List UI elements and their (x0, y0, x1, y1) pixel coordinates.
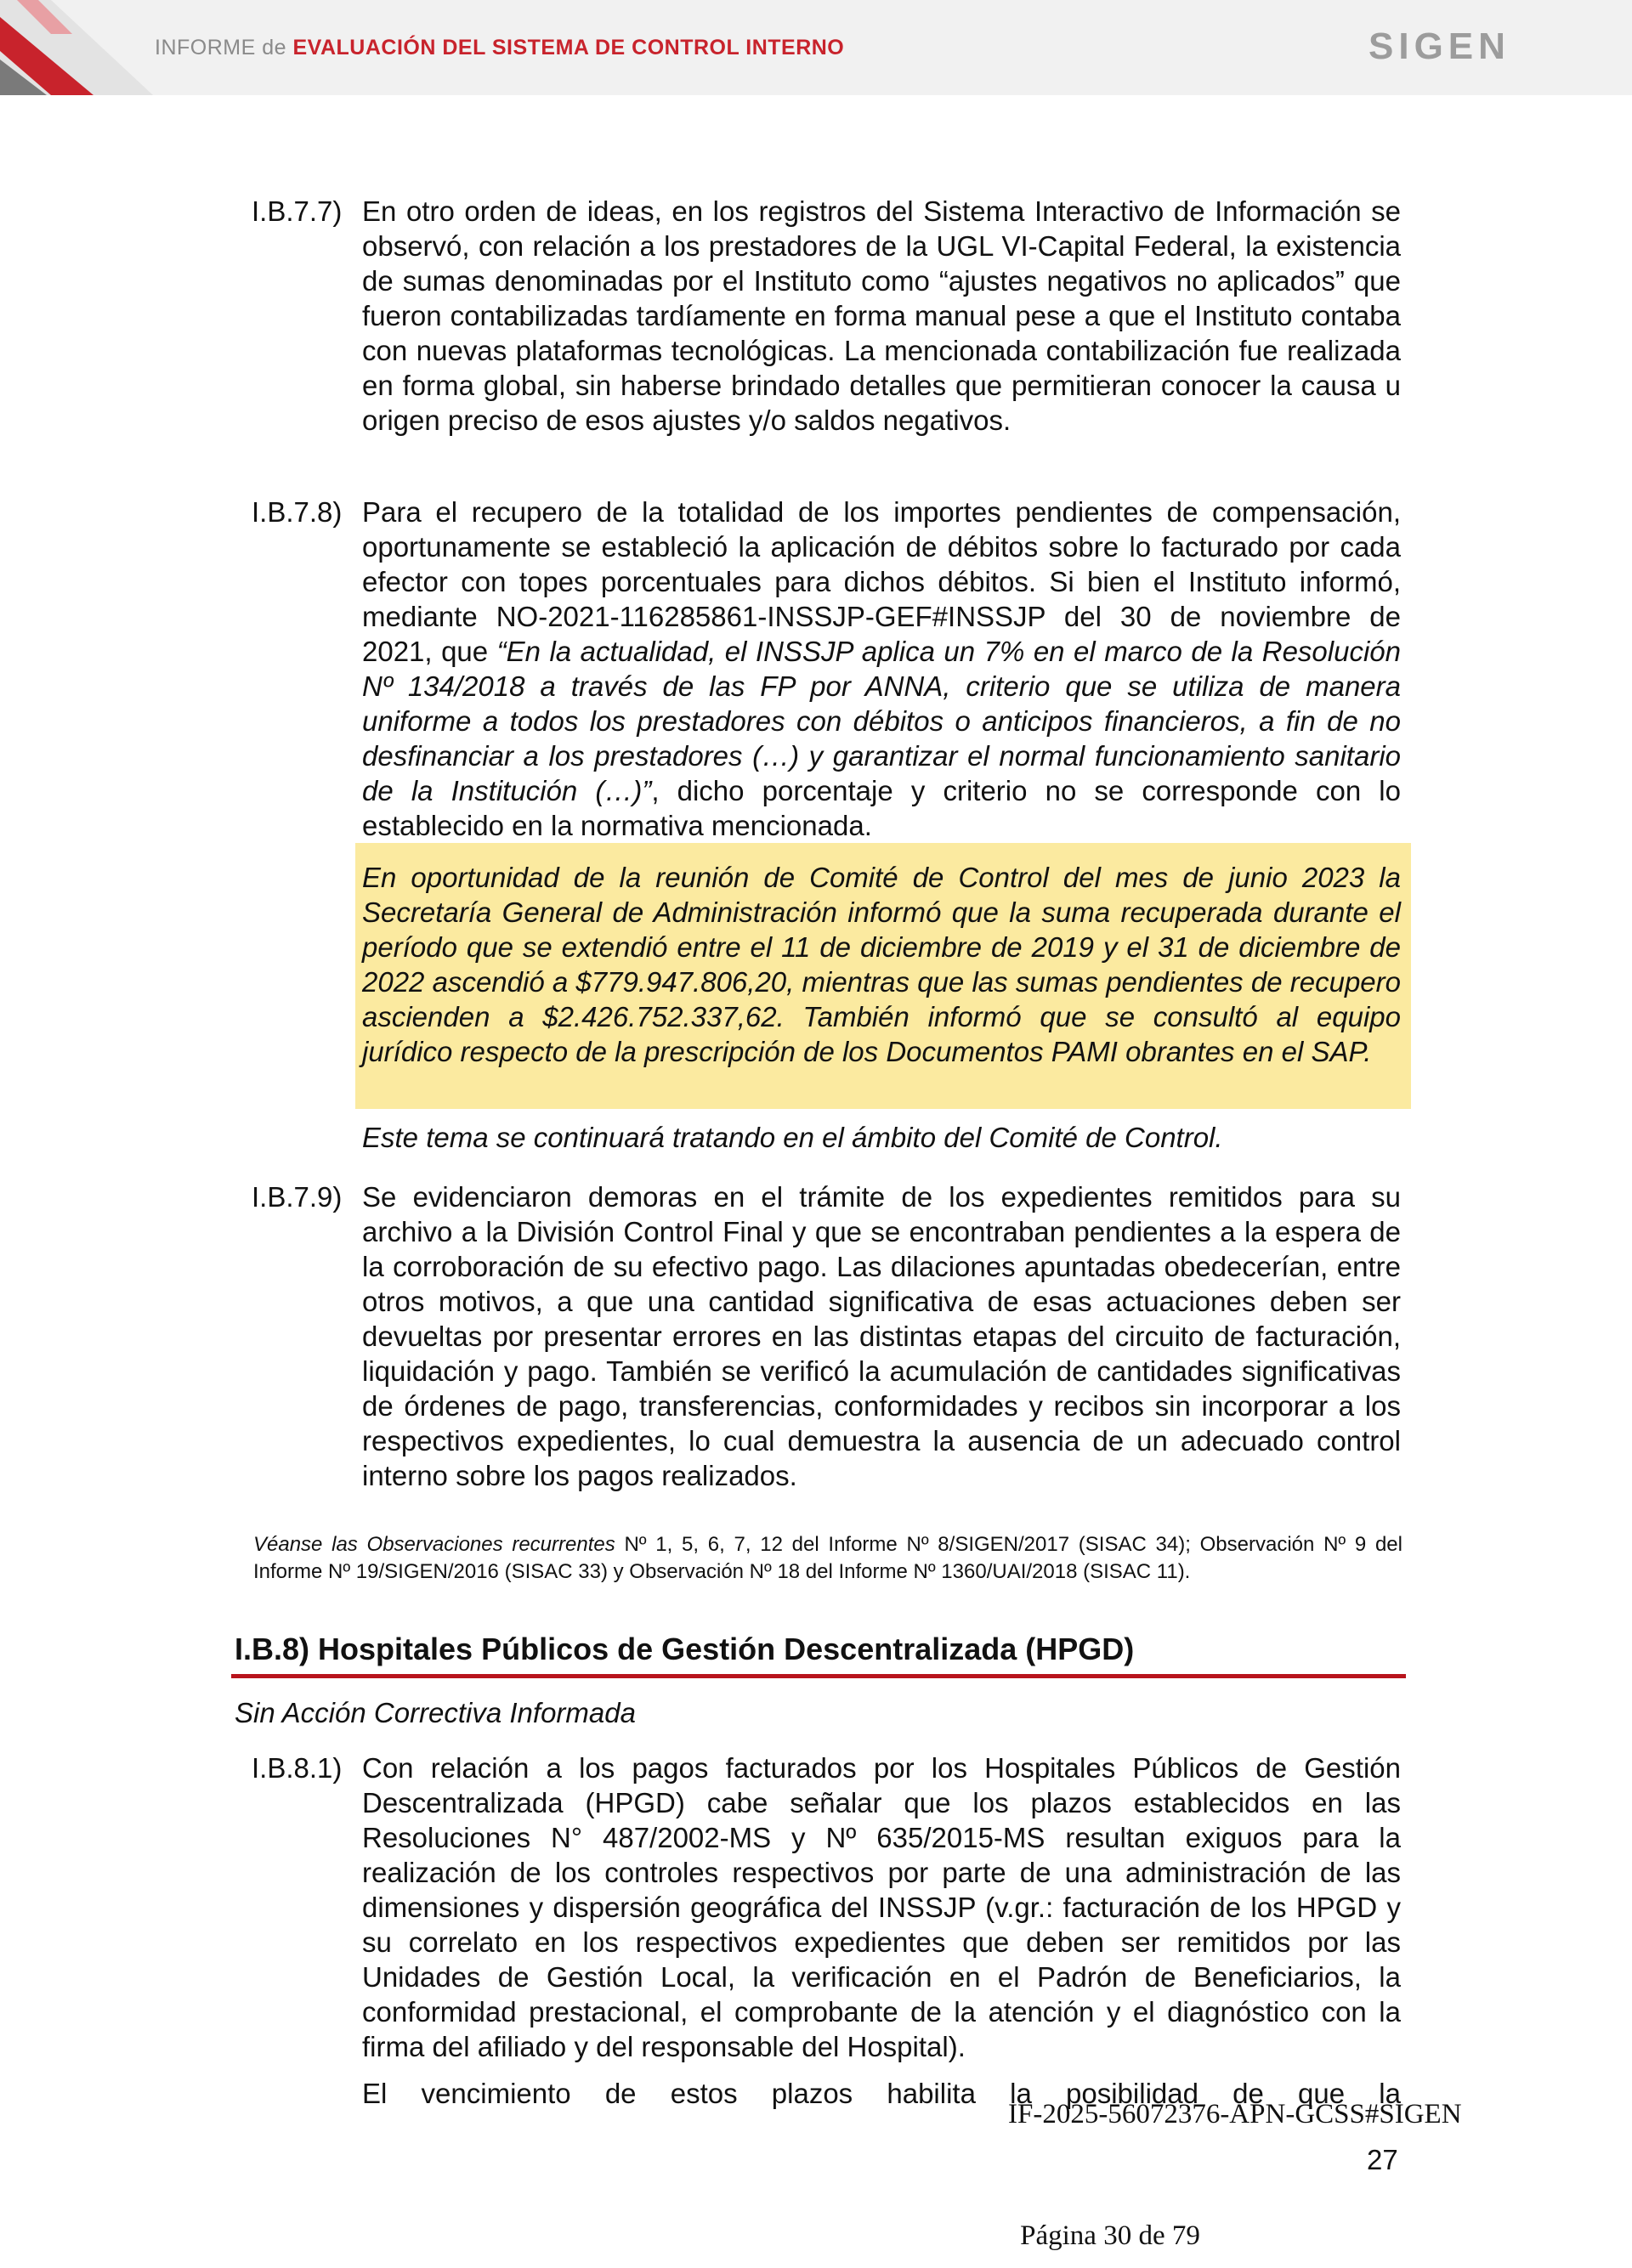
item-text: Con relación a los pagos facturados por los Hospitales Públicos de Gestión Descentralizada (HPGD) cabe señalar que los plazos establecidos en las Resoluciones N° 487/2002-MS y Nº 635/2015-MS resultan exiguos para la realización de los controles respectivos por parte de una administración de las dimensiones y dispersión geográfica del INSSJP (v.gr.: facturación de los HPGD y su correlato en los respectivos expedientes que deben ser remitidos por las Unidades de Gestión Local, la verificación en el Padrón de Beneficiarios, la conformidad prestacional, el comprobante de la atención y el diagnóstico con la firma del afiliado y del responsable del Hospital). (362, 1752, 1401, 2062)
item-text-after: , dicho porcentaje y criterio no se corresponde con lo establecido en la normativa mencionada. (362, 775, 1401, 841)
item-label: I.B.7.9) (252, 1181, 343, 1213)
item-text-before: Para el recupero de la totalidad de los importes pendientes de compensación, oportunamente se estableció la aplicación de débitos sobre lo facturado por cada efector con topes porcentuales para dichos débitos. Si bien el Instituto informó, mediante NO-2021-116285861-INSSJP-GEF#INSSJP del 30 de noviembre de 2021, que (362, 496, 1401, 667)
section-divider (231, 1674, 1406, 1678)
section-title: I.B.8) Hospitales Públicos de Gestión Descentralizada (HPGD) (235, 1632, 1135, 1666)
page-number: 27 (1367, 2144, 1398, 2175)
item-continuation: El vencimiento de estos plazos habilita la posibilidad de que la (362, 2078, 1401, 2109)
header-title-de: de (262, 36, 293, 59)
item-text: En otro orden de ideas, en los registros del Sistema Interactivo de Información se observó, con relación a los prestadores de la UGL VI-Capital Federal, la existencia de sumas denominadas por el Instituto como “ajustes negativos no aplicados” que fueron contabilizadas tardíamente en forma manual pese a que el Instituto contaba con nuevas plataformas tecnológicas. La mencionada contabilización fue realizada en forma global, sin haberse brindado detalles que permitieran conocer la causa u origen preciso de esos ajustes y/o saldos negativos. (362, 195, 1401, 436)
recurrent-observations-note (253, 1531, 1402, 1586)
page-header (0, 0, 1632, 95)
section-subtitle: Sin Acción Correctiva Informada (235, 1697, 636, 1728)
item-text (362, 495, 1401, 843)
header-corner-graphic (0, 0, 153, 95)
item-label: I.B.8.1) (252, 1752, 343, 1784)
followup-text: Este tema se continuará tratando en el ámbito del Comité de Control. (362, 1122, 1223, 1153)
item-text: Se evidenciaron demoras en el trámite de los expedientes remitidos para su archivo a la División Control Final y que se encontraban pendientes a la espera de la corroboración de su efectivo pago. Las dilaciones apuntadas obedecerían, entre otros motivos, a que una cantidad significativa de esas actuaciones deben ser devueltas por presentar errores en las distintas etapas del circuito de facturación, liquidación y pago. También se verificó la acumulación de cantidades significativas de órdenes de pago, transferencias, conformidades y recibos sin incorporar a los respectivos expedientes, lo cual demuestra la ausencia de un adecuado control interno sobre los pagos realizados. (362, 1181, 1401, 1491)
header-title (155, 36, 844, 60)
item-label: I.B.7.7) (252, 195, 343, 227)
header-title-prefix: INFORME (155, 36, 263, 59)
note-italic: Véanse las Observaciones recurrentes (253, 1533, 615, 1556)
sigen-logo: SIGEN (1368, 25, 1510, 67)
item-label: I.B.7.8) (252, 496, 343, 528)
note-text: Nº 1, 5, 6, 7, 12 del Informe Nº 8/SIGEN/2017 (SISAC 34); Observación Nº 9 del Informe Nº 19/SIGEN/2016 (SISAC 33) y Observación Nº 18 del Informe Nº 1360/UAI/2018 (SISAC 11). (253, 1533, 1402, 1583)
document-id: IF-2025-56072376-APN-GCSS#SIGEN (1008, 2099, 1462, 2129)
item-text-quote: “En la actualidad, el INSSJP aplica un 7% en el marco de la Resolución Nº 134/2018 a través de las FP por ANNA, criterio que se utiliza de manera uniforme a todos los prestadores con débitos o anticipos financieros, a fin de no desfinanciar a los prestadores (…) y garantizar el normal funcionamiento sanitario de la Institución (…)” (362, 636, 1401, 806)
highlighted-update: En oportunidad de la reunión de Comité de Control del mes de junio 2023 la Secretaría General de Administración informó que la suma recuperada durante el período que se extendió entre el 11 de diciembre de 2019 y el 31 de diciembre de 2022 ascendió a $779.947.806,20, mientras que las sumas pendientes de recupero ascienden a $2.426.752.337,62. También informó que se consultó al equipo jurídico respecto de la prescripción de los Documentos PAMI obrantes en el SAP. (362, 862, 1401, 1067)
page-counter: Página 30 de 79 (1020, 2220, 1200, 2251)
header-title-bold: EVALUACIÓN DEL SISTEMA DE CONTROL INTERNO (292, 36, 845, 59)
